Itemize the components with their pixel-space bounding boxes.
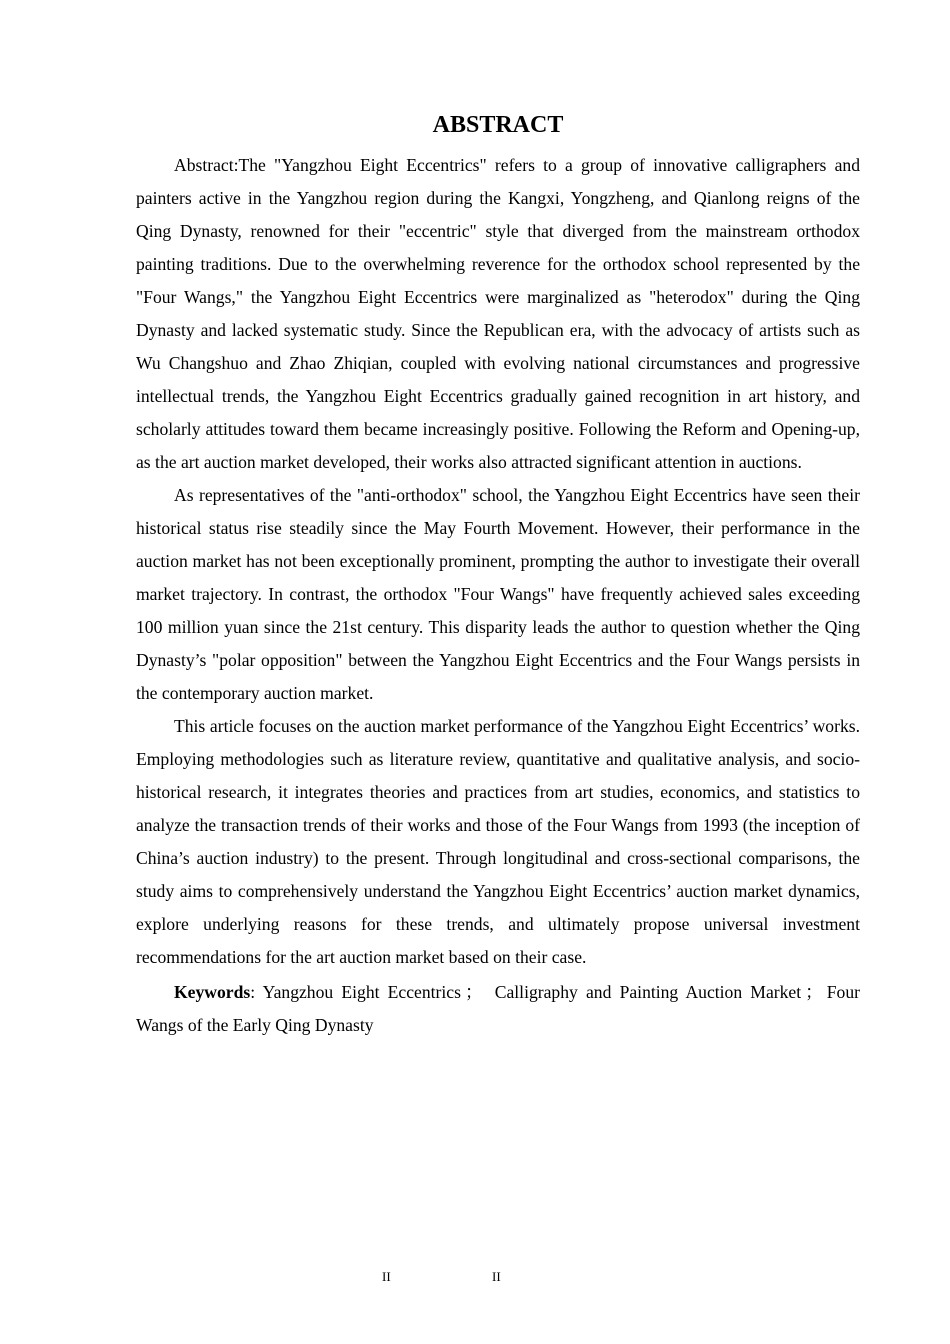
keywords-colon: : xyxy=(250,982,256,1002)
abstract-body xyxy=(136,149,860,1042)
keyword-item-2: Calligraphy and Painting Auction Market xyxy=(494,982,802,1002)
abstract-paragraph-1: Abstract:The "Yangzhou Eight Eccentrics" refers to a group of innovative calligraphers and painters active in the Yangzhou region during the Kangxi, Yongzheng, and Qianlong reigns of the Qing Dynasty, renowned for their "eccentric" style that diverged from the mainstream orthodox painting traditions. Due to the overwhelming reverence for the orthodox school represented by the "Four Wangs," the Yangzhou Eight Eccentrics were marginalized as "heterodox" during the Qing Dynasty and lacked systematic study. Since the Republican era, with the advocacy of artists such as Wu Changshuo and Zhao Zhiqian, coupled with evolving national circumstances and progressive intellectual trends, the Yangzhou Eight Eccentrics gradually gained recognition in art history, and scholarly attitudes toward them became increasingly positive. Following the Reform and Opening-up, as the art auction market developed, their works also attracted significant attention in auctions. xyxy=(136,155,860,472)
abstract-title: ABSTRACT xyxy=(432,112,564,138)
keyword-item-1: Yangzhou Eight Eccentrics xyxy=(262,982,461,1002)
keyword-item-3: Four Wangs of the Early Qing Dynasty xyxy=(136,982,860,1035)
page-number-right: II xyxy=(492,1269,501,1284)
keywords-label: Keywords xyxy=(174,982,251,1002)
page-number-left: II xyxy=(382,1269,391,1284)
keyword-separator-2: ； xyxy=(805,982,823,1002)
keyword-separator-1: ； xyxy=(464,982,483,1002)
abstract-paragraph-2: As representatives of the "anti-orthodox" school, the Yangzhou Eight Eccentrics have seen their historical status rise steadily since the May Fourth Movement. However, their performance in the auction market has not been exceptionally prominent, prompting the author to investigate their overall market trajectory. In contrast, the orthodox "Four Wangs" have frequently achieved sales exceeding 100 million yuan since the 21st century. This disparity leads the author to question whether the Qing Dynasty’s "polar opposition" between the Yangzhou Eight Eccentrics and the Four Wangs persists in the contemporary auction market. xyxy=(136,485,860,703)
abstract-paragraph-3: This article focuses on the auction market performance of the Yangzhou Eight Eccentrics’ works. Employing methodologies such as literature review, quantitative and qualitative analysis, and socio-historical research, it integrates theories and practices from art studies, economics, and statistics to analyze the transaction trends of their works and those of the Four Wangs from 1993 (the inception of China’s auction industry) to the present. Through longitudinal and cross-sectional comparisons, the study aims to comprehensively understand the Yangzhou Eight Eccentrics’ auction market dynamics, explore underlying reasons for these trends, and ultimately propose universal investment recommendations for the art auction market based on their case. xyxy=(136,716,860,967)
keywords-line xyxy=(136,976,860,1042)
